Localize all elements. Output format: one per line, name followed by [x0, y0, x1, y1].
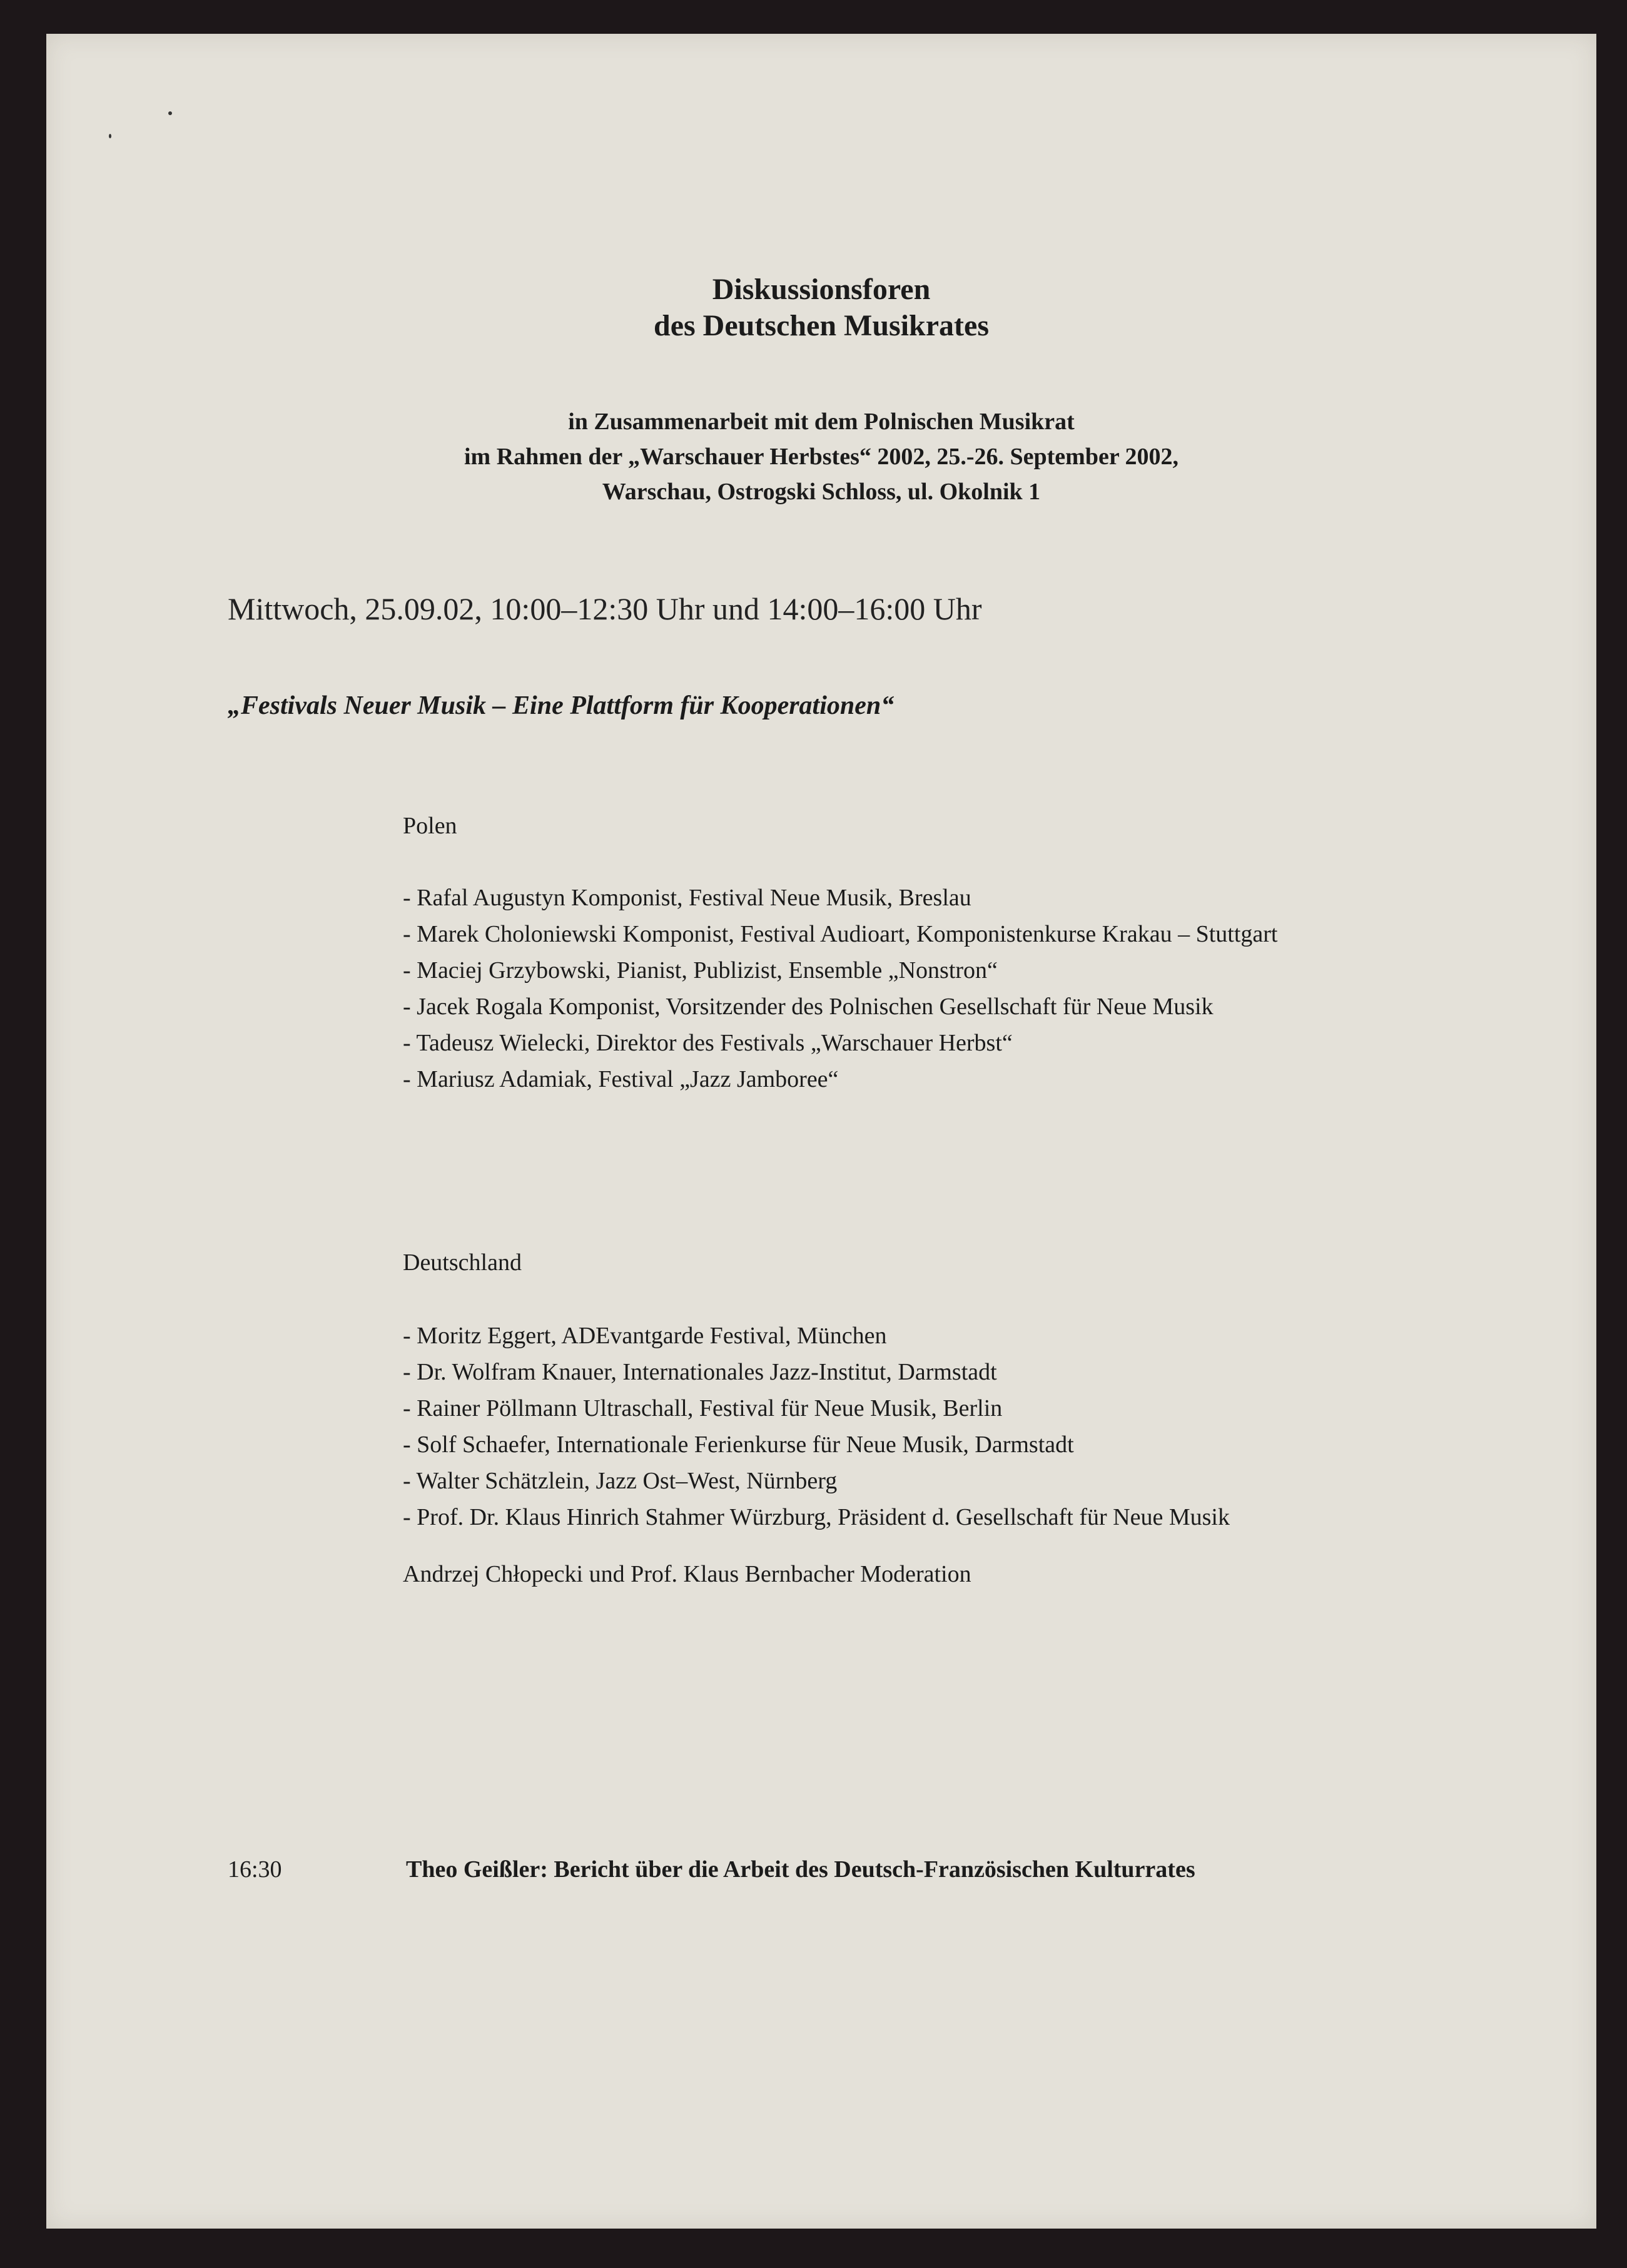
subtitle-line: im Rahmen der „Warschauer Herbstes“ 2002, 25.-26. September 2002,: [464, 444, 1179, 470]
moderation-line: Andrzej Chłopecki und Prof. Klaus Bernbacher Moderation: [403, 1561, 971, 1587]
list-item: - Solf Schaefer, Internationale Ferienkurse für Neue Musik, Darmstadt: [403, 1431, 1074, 1458]
list-item: - Jacek Rogala Komponist, Vorsitzender des Polnischen Gesellschaft für Neue Musik: [403, 994, 1214, 1020]
final-item-talk: Theo Geißler: Bericht über die Arbeit des Deutsch-Französischen Kulturrates: [406, 1856, 1195, 1883]
list-item: - Dr. Wolfram Knauer, Internationales Jazz-Institut, Darmstadt: [403, 1359, 997, 1385]
event-title: „Festivals Neuer Musik – Eine Plattform für Kooperationen“: [228, 691, 895, 720]
list-item: - Maciej Grzybowski, Pianist, Publizist, Ensemble „Nonstron“: [403, 957, 998, 984]
final-item-time: 16:30: [228, 1856, 282, 1883]
list-item: - Rainer Pöllmann Ultraschall, Festival für Neue Musik, Berlin: [403, 1395, 1003, 1421]
list-item: - Mariusz Adamiak, Festival „Jazz Jamboree“: [403, 1066, 839, 1092]
list-item: - Marek Choloniewski Komponist, Festival Audioart, Komponistenkurse Krakau – Stuttgart: [403, 921, 1278, 947]
title-line: Diskussionsforen: [712, 273, 931, 306]
document-page: [46, 34, 1596, 2229]
list-item: - Moritz Eggert, ADEvantgarde Festival, München: [403, 1323, 887, 1349]
participant-list-germany: [403, 1318, 1466, 1535]
section-heading-poland: Polen: [403, 813, 457, 839]
subtitle-line: in Zusammenarbeit mit dem Polnischen Musikrat: [568, 409, 1075, 435]
section-heading-germany: Deutschland: [403, 1249, 522, 1276]
participant-list-poland: [403, 880, 1466, 1097]
title-line: des Deutschen Musikrates: [654, 309, 989, 342]
list-item: - Tadeusz Wielecki, Direktor des Festivals „Warschauer Herbst“: [403, 1030, 1013, 1056]
document-title: [46, 272, 1596, 344]
session-dateline: Mittwoch, 25.09.02, 10:00–12:30 Uhr und 14:00–16:00 Uhr: [228, 591, 982, 626]
list-item: - Rafal Augustyn Komponist, Festival Neue Musik, Breslau: [403, 885, 971, 911]
list-item: - Walter Schätzlein, Jazz Ost–West, Nürnberg: [403, 1468, 838, 1494]
subtitle-line: Warschau, Ostrogski Schloss, ul. Okolnik 1: [602, 479, 1041, 505]
paper-speck: [109, 134, 111, 138]
document-subtitle: [46, 404, 1596, 509]
paper-speck: [168, 111, 172, 115]
list-item: - Prof. Dr. Klaus Hinrich Stahmer Würzburg, Präsident d. Gesellschaft für Neue Musik: [403, 1504, 1230, 1530]
